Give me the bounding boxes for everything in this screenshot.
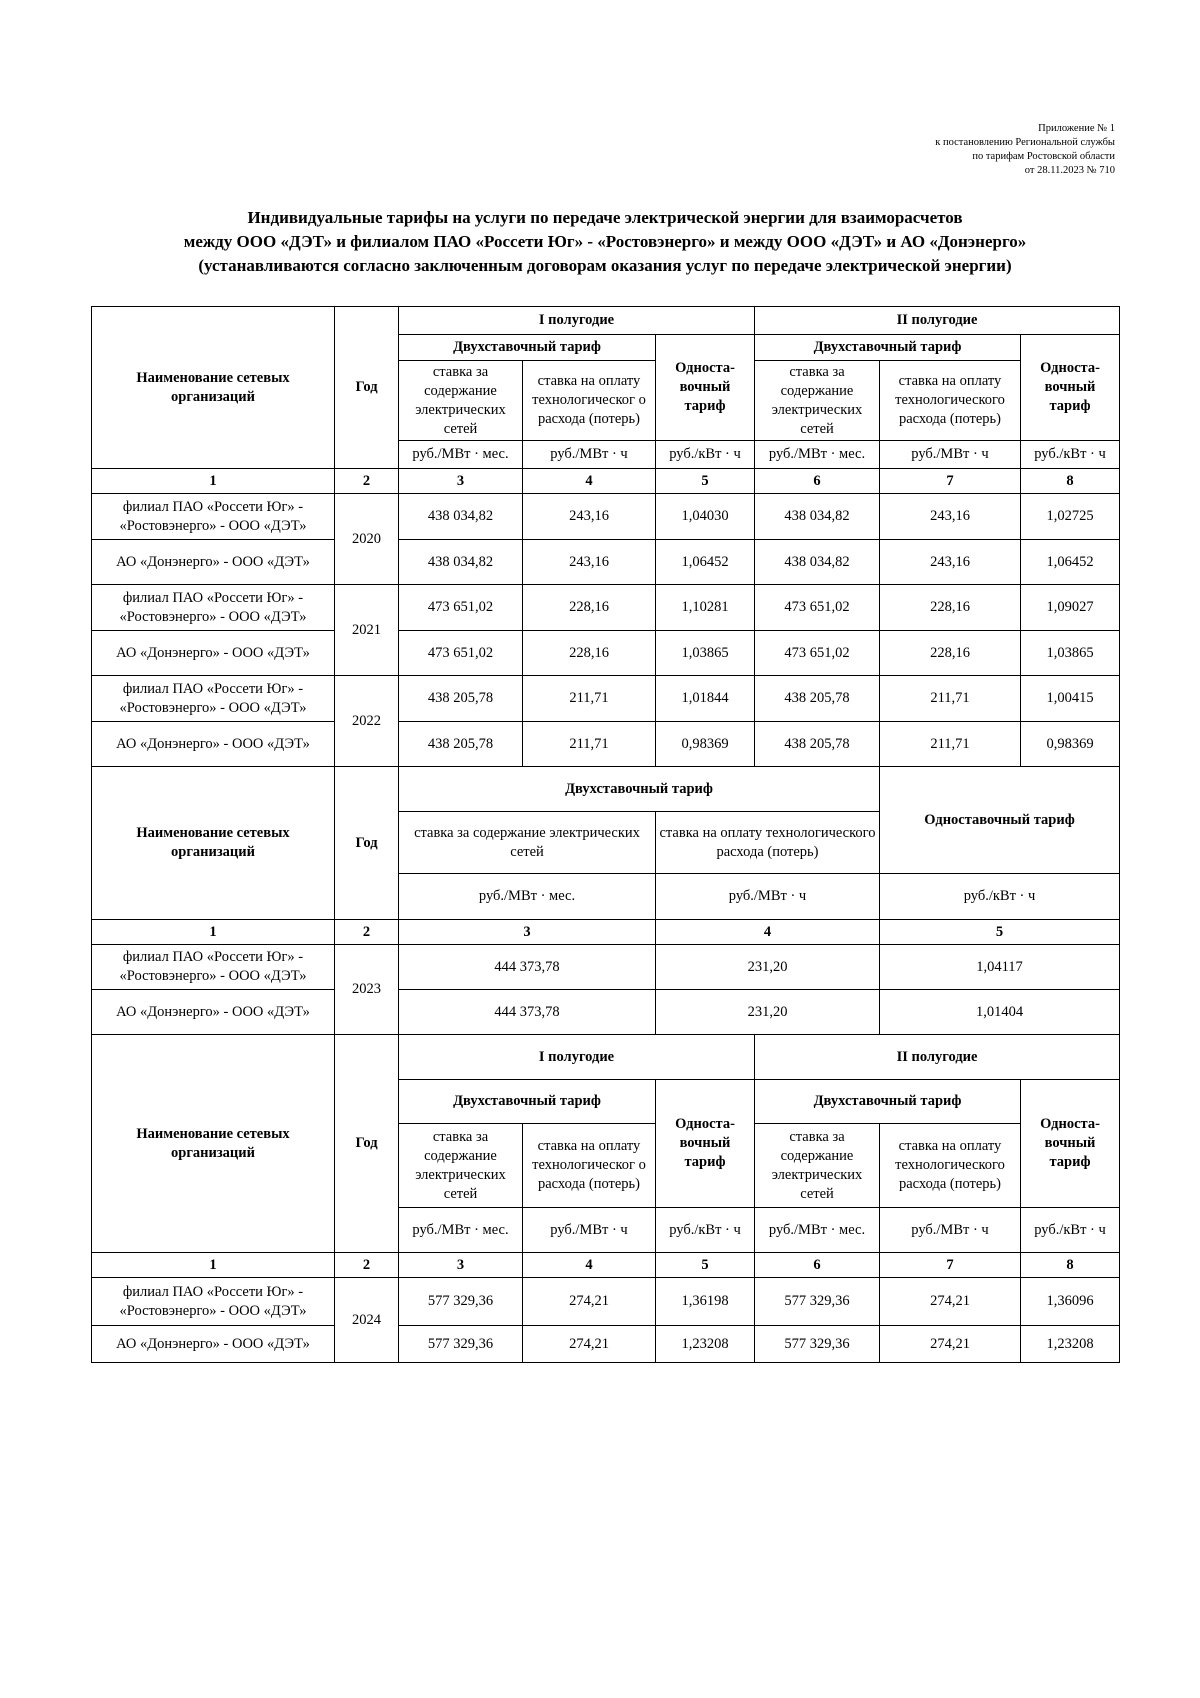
column-number: 7 (880, 469, 1021, 494)
appendix-line: от 28.11.2023 № 710 (1024, 165, 1115, 176)
header-one-rate: Односта-вочный тариф (656, 335, 755, 441)
year-cell: 2020 (335, 494, 399, 585)
header-one-rate: Односта-вочный тариф (1021, 335, 1120, 441)
column-number: 4 (523, 469, 656, 494)
value-cell: 577 329,36 (755, 1326, 880, 1363)
table-row (92, 1278, 1120, 1326)
header-rate-loss: ставка на оплату технологического расхода (потерь) (880, 1124, 1021, 1208)
title-line: между ООО «ДЭТ» и филиалом ПАО «Россети Юг» - «Ростовэнерго» и между ООО «ДЭТ» и АО «Донэнерго» (183, 232, 1027, 251)
header-rate-loss: ставка на оплату технологического расхода (потерь) (880, 361, 1021, 441)
unit-cell: руб./МВт · мес. (399, 441, 523, 469)
value-cell: 1,00415 (1021, 676, 1120, 722)
year-cell: 2022 (335, 676, 399, 767)
table-row (92, 631, 1120, 676)
header-rate-maint: ставка за содержание электрических сетей (399, 812, 656, 874)
value-cell: 577 329,36 (755, 1278, 880, 1326)
header-two-rate: Двухставочный тариф (755, 335, 1021, 361)
value-cell: 243,16 (523, 540, 656, 585)
header-rate-maint: ставка за содержание электрических сетей (399, 1124, 523, 1208)
org-cell: филиал ПАО «Россети Юг» - «Ростовэнерго» - ООО «ДЭТ» (92, 1278, 335, 1326)
header-org-name: Наименование сетевых организаций (92, 1035, 335, 1253)
value-cell: 228,16 (880, 631, 1021, 676)
value-cell: 577 329,36 (399, 1326, 523, 1363)
title-line: Индивидуальные тарифы на услуги по передаче электрической энергии для взаиморасчетов (247, 208, 963, 227)
tariff-table (91, 306, 1120, 1363)
header-two-rate: Двухставочный тариф (755, 1080, 1021, 1124)
appendix-line: по тарифам Ростовской области (972, 151, 1115, 162)
column-number: 1 (92, 920, 335, 945)
value-cell: 228,16 (880, 585, 1021, 631)
header-rate-maint: ставка за содержание электрических сетей (755, 1124, 880, 1208)
org-cell: АО «Донэнерго» - ООО «ДЭТ» (92, 540, 335, 585)
unit-cell: руб./МВт · мес. (399, 1208, 523, 1253)
title-line: (устанавливаются согласно заключенным договорам оказания услуг по передаче электрической энергии) (198, 256, 1012, 275)
value-cell: 1,23208 (1021, 1326, 1120, 1363)
value-cell: 438 034,82 (399, 494, 523, 540)
unit-cell: руб./кВт · ч (880, 874, 1120, 920)
header-year: Год (335, 1035, 399, 1253)
value-cell: 1,03865 (656, 631, 755, 676)
unit-cell: руб./МВт · ч (880, 1208, 1021, 1253)
org-cell: АО «Донэнерго» - ООО «ДЭТ» (92, 1326, 335, 1363)
value-cell: 1,06452 (1021, 540, 1120, 585)
value-cell: 1,01404 (880, 990, 1120, 1035)
header-half2: II полугодие (755, 1035, 1120, 1080)
value-cell: 228,16 (523, 585, 656, 631)
header-year: Год (335, 767, 399, 920)
unit-cell: руб./МВт · мес. (755, 441, 880, 469)
header-org-name: Наименование сетевых организаций (92, 307, 335, 469)
header-half1: I полугодие (399, 307, 755, 335)
value-cell: 438 205,78 (399, 722, 523, 767)
header-rate-loss: ставка на оплату технологическог о расхода (потерь) (523, 361, 656, 441)
value-cell: 1,03865 (1021, 631, 1120, 676)
header-one-rate: Односта-вочный тариф (656, 1080, 755, 1208)
table-row (92, 945, 1120, 990)
unit-cell: руб./МВт · ч (523, 1208, 656, 1253)
header-half2: II полугодие (755, 307, 1120, 335)
value-cell: 438 034,82 (755, 540, 880, 585)
header-rate-maint: ставка за содержание электрических сетей (755, 361, 880, 441)
unit-cell: руб./кВт · ч (1021, 1208, 1120, 1253)
value-cell: 1,06452 (656, 540, 755, 585)
column-number: 6 (755, 469, 880, 494)
unit-cell: руб./кВт · ч (656, 1208, 755, 1253)
column-number: 1 (92, 469, 335, 494)
year-cell: 2021 (335, 585, 399, 676)
header-rate-maint: ставка за содержание электрических сетей (399, 361, 523, 441)
value-cell: 274,21 (880, 1326, 1021, 1363)
value-cell: 1,23208 (656, 1326, 755, 1363)
column-number: 1 (92, 1253, 335, 1278)
org-cell: филиал ПАО «Россети Юг» - «Ростовэнерго» - ООО «ДЭТ» (92, 494, 335, 540)
table-row (92, 540, 1120, 585)
table-row (92, 676, 1120, 722)
value-cell: 1,04030 (656, 494, 755, 540)
unit-cell: руб./МВт · ч (656, 874, 880, 920)
header-rate-loss: ставка на оплату технологическог о расхода (потерь) (523, 1124, 656, 1208)
column-number: 2 (335, 469, 399, 494)
appendix-line: к постановлению Региональной службы (935, 137, 1115, 148)
value-cell: 438 034,82 (399, 540, 523, 585)
year-cell: 2023 (335, 945, 399, 1035)
org-cell: АО «Донэнерго» - ООО «ДЭТ» (92, 990, 335, 1035)
column-number: 2 (335, 1253, 399, 1278)
value-cell: 1,01844 (656, 676, 755, 722)
table-row (92, 585, 1120, 631)
column-number: 6 (755, 1253, 880, 1278)
value-cell: 0,98369 (1021, 722, 1120, 767)
column-number: 8 (1021, 1253, 1120, 1278)
org-cell: филиал ПАО «Россети Юг» - «Ростовэнерго» - ООО «ДЭТ» (92, 676, 335, 722)
column-number: 3 (399, 469, 523, 494)
value-cell: 1,10281 (656, 585, 755, 631)
table-row (92, 494, 1120, 540)
value-cell: 577 329,36 (399, 1278, 523, 1326)
unit-cell: руб./МВт · ч (880, 441, 1021, 469)
value-cell: 231,20 (656, 945, 880, 990)
value-cell: 274,21 (523, 1326, 656, 1363)
column-number: 4 (523, 1253, 656, 1278)
column-number: 8 (1021, 469, 1120, 494)
value-cell: 438 205,78 (755, 722, 880, 767)
header-rate-loss: ставка на оплату технологического расхода (потерь) (656, 812, 880, 874)
column-number: 5 (656, 469, 755, 494)
value-cell: 1,02725 (1021, 494, 1120, 540)
document-title (90, 206, 1120, 278)
table-row (92, 990, 1120, 1035)
table-row (92, 722, 1120, 767)
header-two-rate: Двухставочный тариф (399, 1080, 656, 1124)
column-number: 7 (880, 1253, 1021, 1278)
value-cell: 243,16 (523, 494, 656, 540)
header-two-rate: Двухставочный тариф (399, 767, 880, 812)
unit-cell: руб./кВт · ч (656, 441, 755, 469)
org-cell: филиал ПАО «Россети Юг» - «Ростовэнерго» - ООО «ДЭТ» (92, 945, 335, 990)
value-cell: 1,36096 (1021, 1278, 1120, 1326)
value-cell: 243,16 (880, 540, 1021, 585)
year-cell: 2024 (335, 1278, 399, 1363)
appendix-note (795, 122, 1115, 178)
value-cell: 0,98369 (656, 722, 755, 767)
value-cell: 274,21 (523, 1278, 656, 1326)
org-cell: АО «Донэнерго» - ООО «ДЭТ» (92, 631, 335, 676)
value-cell: 211,71 (523, 676, 656, 722)
value-cell: 243,16 (880, 494, 1021, 540)
header-two-rate: Двухставочный тариф (399, 335, 656, 361)
unit-cell: руб./МВт · ч (523, 441, 656, 469)
column-number: 2 (335, 920, 399, 945)
value-cell: 1,09027 (1021, 585, 1120, 631)
value-cell: 473 651,02 (399, 585, 523, 631)
unit-cell: руб./кВт · ч (1021, 441, 1120, 469)
column-number: 5 (656, 1253, 755, 1278)
column-number: 3 (399, 920, 656, 945)
value-cell: 211,71 (880, 722, 1021, 767)
value-cell: 444 373,78 (399, 945, 656, 990)
header-one-rate: Одноставочный тариф (880, 767, 1120, 874)
column-number: 3 (399, 1253, 523, 1278)
header-one-rate: Односта-вочный тариф (1021, 1080, 1120, 1208)
header-org-name: Наименование сетевых организаций (92, 767, 335, 920)
value-cell: 1,36198 (656, 1278, 755, 1326)
unit-cell: руб./МВт · мес. (755, 1208, 880, 1253)
value-cell: 438 205,78 (755, 676, 880, 722)
value-cell: 231,20 (656, 990, 880, 1035)
value-cell: 211,71 (880, 676, 1021, 722)
value-cell: 473 651,02 (755, 631, 880, 676)
value-cell: 473 651,02 (755, 585, 880, 631)
header-year: Год (335, 307, 399, 469)
unit-cell: руб./МВт · мес. (399, 874, 656, 920)
appendix-line: Приложение № 1 (1038, 123, 1115, 134)
value-cell: 1,04117 (880, 945, 1120, 990)
value-cell: 438 034,82 (755, 494, 880, 540)
header-half1: I полугодие (399, 1035, 755, 1080)
org-cell: АО «Донэнерго» - ООО «ДЭТ» (92, 722, 335, 767)
value-cell: 438 205,78 (399, 676, 523, 722)
column-number: 4 (656, 920, 880, 945)
column-number: 5 (880, 920, 1120, 945)
value-cell: 444 373,78 (399, 990, 656, 1035)
value-cell: 228,16 (523, 631, 656, 676)
value-cell: 274,21 (880, 1278, 1021, 1326)
org-cell: филиал ПАО «Россети Юг» - «Ростовэнерго» - ООО «ДЭТ» (92, 585, 335, 631)
table-row (92, 1326, 1120, 1363)
value-cell: 211,71 (523, 722, 656, 767)
value-cell: 473 651,02 (399, 631, 523, 676)
